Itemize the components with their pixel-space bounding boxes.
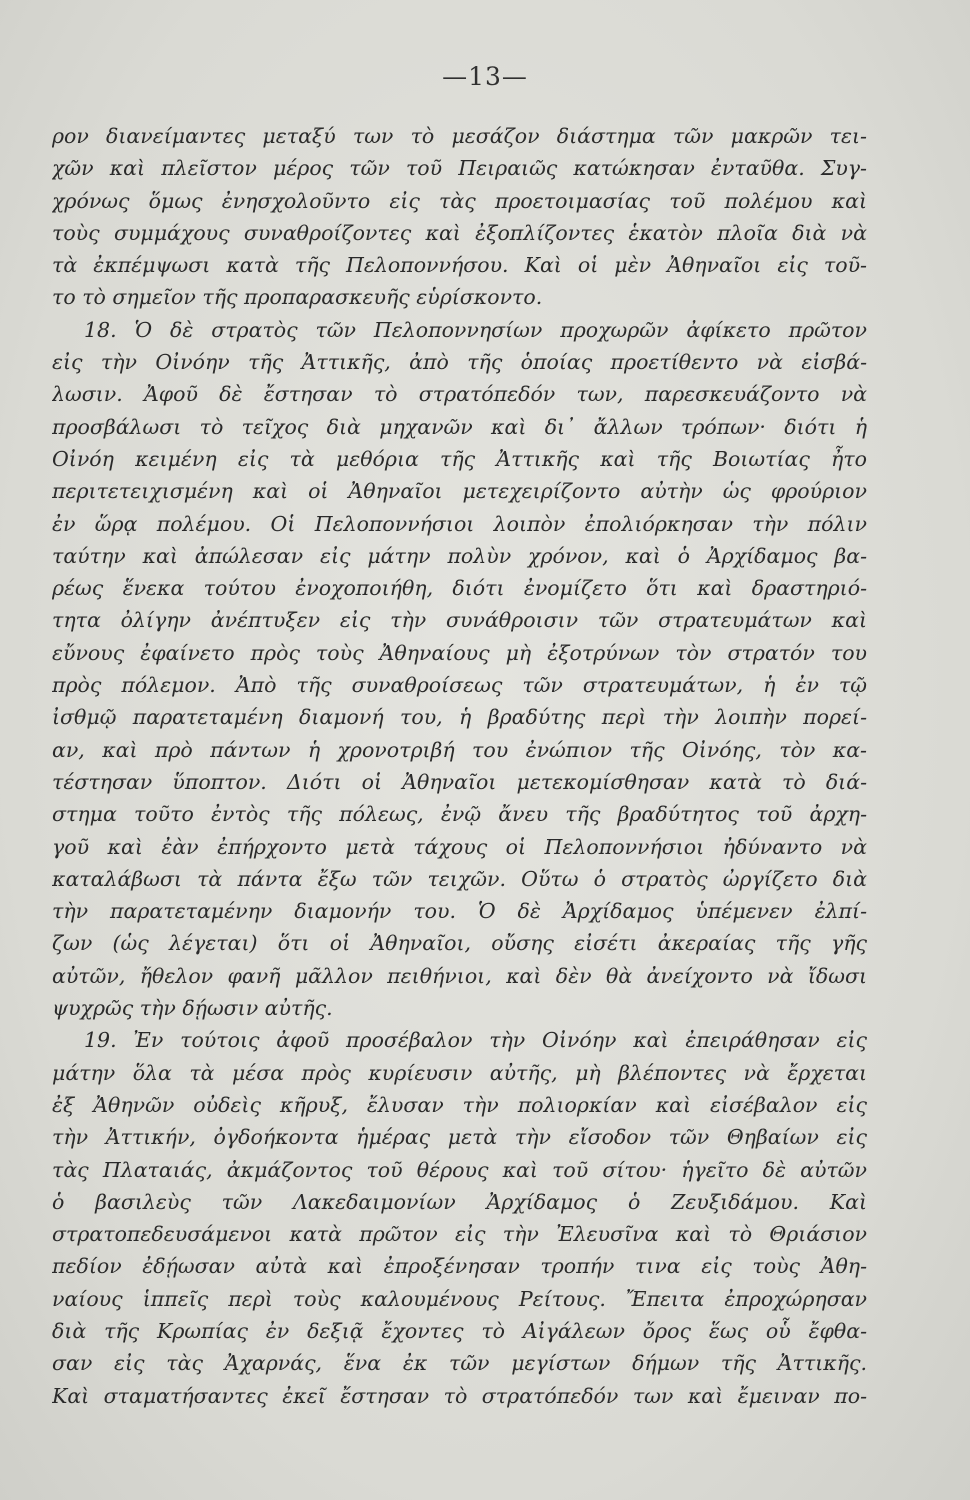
- text-line: 18. Ὁ δὲ στρατὸς τῶν Πελοποννησίων προχωρῶν ἀφίκετο πρῶτον: [84, 317, 867, 342]
- text-line: τέστησαν ὕποπτον. Διότι οἱ Ἀθηναῖοι μετεκομίσθησαν κατὰ τὸ διά-: [52, 769, 867, 794]
- text-line: ζων (ὡς λέγεται) ὅτι οἱ Ἀθηναῖοι, οὔσης εἰσέτι ἀκεραίας τῆς γῆς: [52, 931, 867, 956]
- text-line: ψυχρῶς τὴν δῄωσιν αὐτῆς.: [52, 996, 333, 1021]
- text-line: ρέως ἕνεκα τούτου ἐνοχοποιήθη, διότι ἐνομίζετο ὅτι καὶ δραστηριό-: [52, 576, 867, 601]
- text-line: 19. Ἐν τούτοις ἀφοῦ προσέβαλον τὴν Οἰνόην καὶ ἐπειράθησαν εἰς: [84, 1028, 867, 1053]
- text-line: περιτετειχισμένη καὶ οἱ Ἀθηναῖοι μετεχειρίζοντο αὐτὴν ὡς φρούριον: [52, 479, 867, 504]
- page-number: —13—: [442, 62, 528, 91]
- text-line: στρατοπεδευσάμενοι κατὰ πρῶτον εἰς τὴν Ἐλευσῖνα καὶ τὸ Θριάσιον: [52, 1222, 867, 1247]
- text-line: τὰς Πλαταιάς, ἀκμάζοντος τοῦ θέρους καὶ τοῦ σίτου· ἡγεῖτο δὲ αὐτῶν: [52, 1157, 867, 1182]
- text-line: Οἰνόη κειμένη εἰς τὰ μεθόρια τῆς Ἀττικῆς καὶ τῆς Βοιωτίας ἦτο: [52, 446, 867, 471]
- text-line: ἰσθμῷ παρατεταμένη διαμονή του, ἡ βραδύτης περὶ τὴν λοιπὴν πορεί-: [52, 705, 867, 730]
- text-line: γοῦ καὶ ἐὰν ἐπήρχοντο μετὰ τάχους οἱ Πελοποννήσιοι ἠδύναντο νὰ: [52, 834, 867, 859]
- text-line: σαν εἰς τὰς Ἀχαρνάς, ἕνα ἐκ τῶν μεγίστων δήμων τῆς Ἀττικῆς.: [52, 1351, 867, 1376]
- text-line: στημα τοῦτο ἐντὸς τῆς πόλεως, ἐνῷ ἄνευ τῆς βραδύτητος τοῦ ἀρχη-: [52, 802, 867, 827]
- text-line: τὴν Ἀττικήν, ὀγδοήκοντα ἡμέρας μετὰ τὴν εἴσοδον τῶν Θηβαίων εἰς: [52, 1125, 867, 1150]
- text-line: χρόνως ὅμως ἐνησχολοῦντο εἰς τὰς προετοιμασίας τοῦ πολέμου καὶ: [52, 188, 867, 213]
- text-line: τὴν παρατεταμένην διαμονήν του. Ὁ δὲ Ἀρχίδαμος ὑπέμενεν ἐλπί-: [52, 899, 867, 924]
- text-line: πρὸς πόλεμον. Ἀπὸ τῆς συναθροίσεως τῶν στρατευμάτων, ἡ ἐν τῷ: [52, 673, 867, 698]
- text-line: ἐξ Ἀθηνῶν οὐδεὶς κῆρυξ, ἔλυσαν τὴν πολιορκίαν καὶ εἰσέβαλον εἰς: [52, 1092, 867, 1117]
- text-line: εἰς τὴν Οἰνόην τῆς Ἀττικῆς, ἀπὸ τῆς ὁποίας προετίθεντο νὰ εἰσβά-: [52, 350, 867, 375]
- text-line: ὁ βασιλεὺς τῶν Λακεδαιμονίων Ἀρχίδαμος ὁ Ζευξιδάμου. Καὶ: [52, 1189, 867, 1214]
- text-line: χῶν καὶ πλεῖστον μέρος τῶν τοῦ Πειραιῶς κατώκησαν ἐνταῦθα. Συγ-: [52, 156, 867, 181]
- text-line: εὔνους ἐφαίνετο πρὸς τοὺς Ἀθηναίους μὴ ἐξοτρύνων τὸν στρατόν του: [52, 640, 867, 665]
- text-line: λωσιν. Ἀφοῦ δὲ ἔστησαν τὸ στρατόπεδόν των, παρεσκευάζοντο νὰ: [52, 382, 867, 407]
- text-line: πεδίον ἐδῄωσαν αὐτὰ καὶ ἐπροξένησαν τροπήν τινα εἰς τοὺς Ἀθη-: [52, 1254, 867, 1279]
- text-line: ταύτην καὶ ἀπώλεσαν εἰς μάτην πολὺν χρόνον, καὶ ὁ Ἀρχίδαμος βα-: [52, 543, 867, 568]
- text-line: αν, καὶ πρὸ πάντων ἡ χρονοτριβή του ἐνώπιον τῆς Οἰνόης, τὸν κα-: [52, 737, 867, 762]
- text-line: διὰ τῆς Κρωπίας ἐν δεξιᾷ ἔχοντες τὸ Αἰγάλεων ὄρος ἕως οὗ ἔφθα-: [52, 1318, 867, 1343]
- text-line: τητα ὀλίγην ἀνέπτυξεν εἰς τὴν συνάθροισιν τῶν στρατευμάτων καὶ: [52, 608, 867, 633]
- text-block: [52, 120, 867, 1412]
- text-line: ρον διανείμαντες μεταξύ των τὸ μεσάζον διάστημα τῶν μακρῶν τει-: [52, 124, 867, 148]
- text-line: τοὺς συμμάχους συναθροίζοντες καὶ ἐξοπλίζοντες ἑκατὸν πλοῖα διὰ νὰ: [52, 220, 867, 245]
- text-line: ἐν ὥρᾳ πολέμου. Οἱ Πελοποννήσιοι λοιπὸν ἐπολιόρκησαν τὴν πόλιν: [52, 511, 867, 536]
- text-line: προσβάλωσι τὸ τεῖχος διὰ μηχανῶν καὶ δι᾽ ἄλλων τρόπων· διότι ἡ: [52, 414, 867, 439]
- text-line: Καὶ σταματήσαντες ἐκεῖ ἔστησαν τὸ στρατόπεδόν των καὶ ἔμειναν πο-: [52, 1383, 867, 1408]
- text-line: τὰ ἐκπέμψωσι κατὰ τῆς Πελοποννήσου. Καὶ οἱ μὲν Ἀθηναῖοι εἰς τοῦ-: [52, 253, 867, 278]
- text-line: ναίους ἱππεῖς περὶ τοὺς καλουμένους Ρείτους. Ἔπειτα ἐπροχώρησαν: [52, 1286, 867, 1311]
- text-line: μάτην ὅλα τὰ μέσα πρὸς κυρίευσιν αὐτῆς, μὴ βλέποντες νὰ ἔρχεται: [52, 1060, 867, 1085]
- text-line: αὐτῶν, ἤθελον φανῆ μᾶλλον πειθήνιοι, καὶ δὲν θὰ ἀνείχοντο νὰ ἴδωσι: [52, 963, 867, 988]
- text-line: το τὸ σημεῖον τῆς προπαρασκευῆς εὑρίσκοντο.: [52, 285, 543, 310]
- text-line: καταλάβωσι τὰ πάντα ἔξω τῶν τειχῶν. Οὕτω ὁ στρατὸς ὠργίζετο διὰ: [52, 866, 867, 891]
